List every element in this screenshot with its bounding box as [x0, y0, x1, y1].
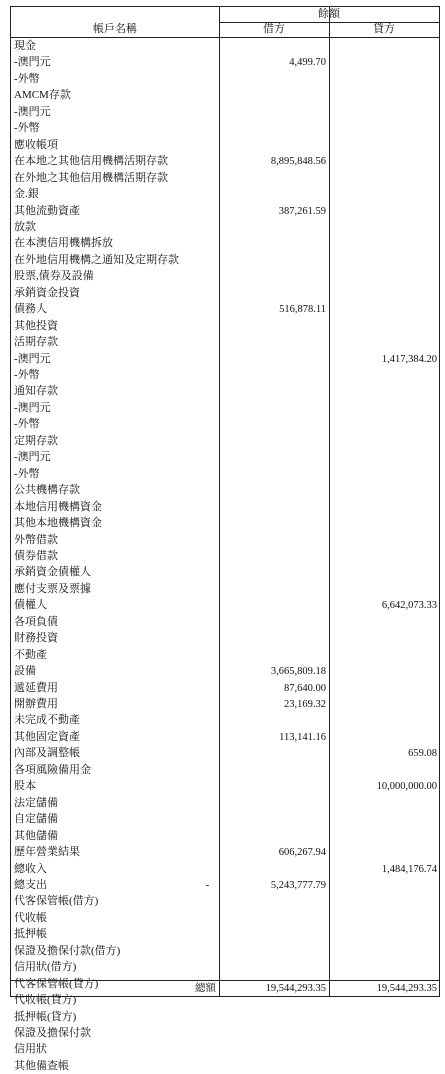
account-name: 信用狀: [14, 1043, 47, 1056]
account-name: 現金: [14, 40, 36, 52]
account-name: 其他流動資產: [14, 204, 80, 217]
account-name: 本地信用機構資金: [14, 500, 102, 513]
ledger-row: [11, 219, 439, 235]
ledger-row: [11, 597, 439, 613]
account-name: 代收帳: [14, 911, 47, 924]
credit-amount: 659.08: [408, 748, 437, 760]
ledger-row: [11, 630, 439, 646]
balance-ledger-table: [10, 6, 440, 1072]
ledger-row: [11, 976, 439, 992]
account-name: 活期存款: [14, 336, 58, 349]
ledger-row: [11, 499, 439, 515]
account-name: 抵押帳: [14, 928, 47, 941]
account-name: -外幣: [14, 418, 40, 431]
ledger-row: [11, 351, 439, 367]
account-name: 信用狀(借方): [14, 961, 77, 974]
ledger-row: [11, 1058, 439, 1074]
ledger-row: [11, 696, 439, 712]
account-name: 應付支票及票據: [14, 582, 91, 595]
ledger-row: [11, 712, 439, 728]
ledger-row: [11, 433, 439, 449]
account-name-header: 帳戶名稱: [93, 23, 137, 35]
ledger-row: [11, 285, 439, 301]
account-name: 在外地之其他信用機構活期存款: [14, 171, 168, 184]
account-name: -澳門元: [14, 451, 51, 464]
ledger-row: [11, 943, 439, 959]
ledger-row: [11, 71, 439, 87]
ledger-row: [11, 466, 439, 482]
account-name: 在本澳信用機構拆放: [14, 237, 113, 250]
ledger-row: [11, 778, 439, 794]
account-name: 歷年營業結果: [14, 846, 80, 859]
account-name: 在本地之其他信用機構活期存款: [14, 155, 168, 168]
ledger-row: [11, 745, 439, 761]
total-label: 總額: [195, 983, 216, 994]
account-name: 代收帳(貸方): [14, 994, 77, 1007]
ledger-row: [11, 482, 439, 498]
account-name: 遞延費用: [14, 681, 58, 694]
debit-amount: 8,895,848.56: [270, 156, 326, 168]
debit-amount: 113,141.16: [279, 731, 326, 743]
ledger-row: [11, 120, 439, 136]
ledger-row: [11, 318, 439, 334]
account-name: -外幣: [14, 122, 40, 135]
account-name: 抵押帳(貸方): [14, 1010, 77, 1023]
debit-amount: 606,267.94: [278, 847, 326, 859]
ledger-row: [11, 1009, 439, 1025]
account-name: 自定儲備: [14, 813, 58, 826]
account-name: -澳門元: [14, 56, 51, 69]
account-name: 股本: [14, 780, 36, 793]
ledger-row: [11, 1041, 439, 1057]
ledger-row: [11, 268, 439, 284]
ledger-row: [11, 828, 439, 844]
account-name: 保證及擔保付款(借方): [14, 944, 121, 957]
account-name: 債權人: [14, 599, 47, 612]
ledger-row: [11, 301, 439, 317]
account-name: 其他本地機構資金: [14, 517, 102, 530]
debit-amount: 387,261.59: [278, 205, 326, 217]
account-name: 其他儲備: [14, 829, 58, 842]
ledger-row: [11, 104, 439, 120]
ledger-row: [11, 334, 439, 350]
ledger-row: [11, 87, 439, 103]
account-name: 其他固定資產: [14, 730, 80, 743]
account-name: 公共機構存款: [14, 484, 80, 497]
ledger-row: [11, 186, 439, 202]
account-name: 承銷資金債權人: [14, 566, 91, 579]
account-name: -澳門元: [14, 352, 51, 365]
account-name: 開辦費用: [14, 698, 58, 710]
ledger-row: [11, 449, 439, 465]
debit-amount: 23,169.32: [284, 699, 326, 710]
ledger-row: [11, 1025, 439, 1041]
ledger-row: [11, 235, 439, 251]
ledger-row: [11, 729, 439, 745]
total-debit: 19,544,293.35: [265, 983, 326, 994]
account-name: 債務人: [14, 303, 47, 316]
debit-amount: 3,665,809.18: [270, 666, 326, 678]
account-name: 在外地信用機構之通知及定期存款: [14, 253, 179, 266]
debit-amount: 87,640.00: [284, 682, 326, 694]
ledger-row: [11, 893, 439, 909]
credit-amount: 6,642,073.33: [381, 600, 437, 612]
ledger-row: [11, 137, 439, 153]
ledger-row: [11, 38, 439, 54]
ledger-row: [11, 400, 439, 416]
ledger-row: [11, 564, 439, 580]
account-name: 設備: [14, 665, 36, 678]
account-name: AMCM存款: [14, 89, 71, 102]
account-name: 金.銀: [14, 188, 39, 201]
account-name: 保證及擔保付款: [14, 1027, 91, 1039]
ledger-row: [11, 170, 439, 186]
account-name: -外幣: [14, 369, 40, 381]
ledger-row: [11, 795, 439, 811]
account-name: 內部及調整帳: [14, 747, 80, 760]
account-name: 債券借款: [14, 549, 58, 562]
account-name: 財務投資: [14, 632, 58, 645]
ledger-row: [11, 910, 439, 926]
account-name: 放款: [14, 220, 36, 233]
ledger-row: [11, 153, 439, 169]
account-name: 總支出: [14, 878, 47, 891]
credit-amount: 10,000,000.00: [376, 781, 437, 793]
account-name: 法定儲備: [14, 796, 58, 809]
ledger-row: [11, 663, 439, 679]
ledger-row: [11, 54, 439, 70]
ledger-row: [11, 252, 439, 268]
ledger-row: [11, 203, 439, 219]
account-name: 其他備查帳: [14, 1059, 69, 1072]
account-name: 定期存款: [14, 434, 58, 447]
ledger-row: [11, 515, 439, 531]
ledger-row: [11, 532, 439, 548]
ledger-row: [11, 614, 439, 630]
ledger-row: [11, 367, 439, 383]
ledger-row: [11, 877, 439, 893]
account-name: 未完成不動產: [14, 714, 80, 727]
stray-mark: [206, 885, 209, 886]
ledger-row: [11, 926, 439, 942]
account-name: -澳門元: [14, 105, 51, 118]
account-name: -外幣: [14, 467, 40, 480]
account-name: 應收帳項: [14, 138, 58, 151]
ledger-row: [11, 680, 439, 696]
ledger-row: [11, 811, 439, 827]
account-name: 外幣借款: [14, 533, 58, 546]
ledger-row: [11, 844, 439, 860]
ledger-row: [11, 992, 439, 1008]
balance-header: 餘額: [318, 8, 340, 20]
account-name: 代客保管帳(借方): [14, 895, 99, 908]
account-name: -澳門元: [14, 401, 51, 414]
credit-header: 貸方: [373, 23, 395, 35]
account-name: 代客保管帳(貸方): [14, 977, 99, 990]
ledger-row: [11, 581, 439, 597]
ledger-row: [11, 548, 439, 564]
debit-amount: 5,243,777.79: [270, 879, 326, 891]
ledger-row: [11, 861, 439, 877]
total-credit: 19,544,293.35: [376, 983, 437, 994]
ledger-row: [11, 383, 439, 399]
debit-header: 借方: [263, 23, 285, 35]
account-name: 其他投資: [14, 319, 58, 332]
ledger-row: [11, 762, 439, 778]
account-name: 各項負債: [14, 615, 58, 628]
account-name: 股票,債券及設備: [14, 270, 94, 283]
debit-amount: 4,499.70: [289, 57, 326, 69]
account-name: 承銷資金投資: [14, 286, 80, 299]
account-name: 通知存款: [14, 385, 58, 398]
debit-amount: 516,878.11: [279, 304, 326, 316]
credit-amount: 1,417,384.20: [381, 353, 437, 365]
ledger-row: [11, 959, 439, 975]
total-top-line: [11, 980, 439, 981]
credit-amount: 1,484,176.74: [381, 863, 437, 875]
account-name: 不動產: [14, 648, 47, 661]
account-name: 總收入: [14, 862, 47, 875]
ledger-row: [11, 416, 439, 432]
ledger-row: [11, 647, 439, 663]
account-name: -外幣: [14, 72, 40, 85]
account-name: 各項風險備用金: [14, 763, 91, 776]
